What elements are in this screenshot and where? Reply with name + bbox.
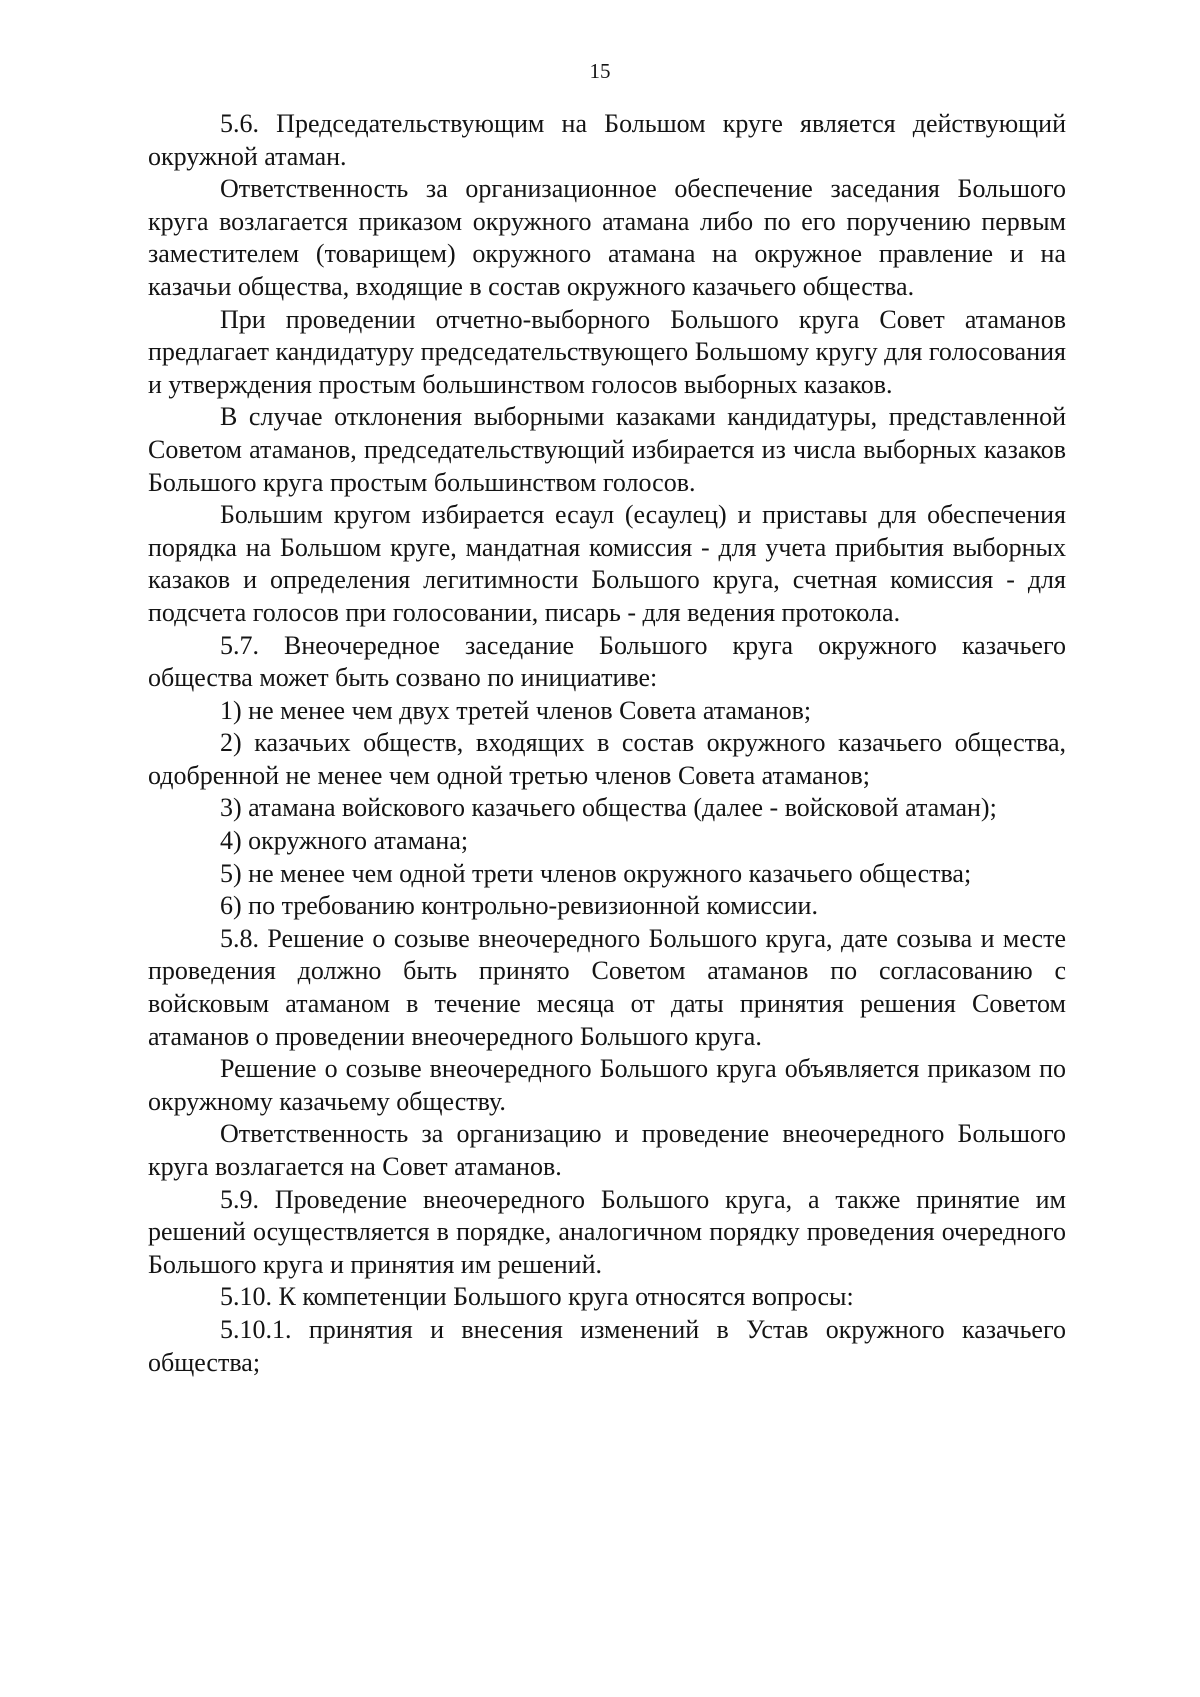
paragraph-5-10: 5.10. К компетенции Большого круга относятся вопросы:	[220, 1282, 854, 1312]
paragraph-convocation-order: Решение о созыве внеочередного Большого круга объявляется приказом по окружному казачьему обществу.	[148, 1054, 1066, 1116]
page-number: 15	[589, 59, 611, 83]
list-item-6: 6) по требованию контрольно-ревизионной комиссии.	[220, 891, 818, 921]
paragraph-chair-candidacy: При проведении отчетно-выборного Большого круга Совет атаманов предлагает кандидатуру председательствующего Большому кругу для голосования и утверждения простым большинством голосов выборных казаков.	[148, 304, 1066, 399]
paragraph-candidacy-rejection: В случае отклонения выборными казаками кандидатуры, представленной Советом атаманов, председательствующий избирается из числа выборных казаков Большого круга простым большинством голосов.	[148, 402, 1066, 497]
paragraph-elected-officers: Большим кругом избирается есаул (есаулец) и приставы для обеспечения порядка на Большом круге, мандатная комиссия - для учета прибытия выборных казаков и определения легитимности Большого круга, счетная комиссия - для подсчета голосов при голосовании, писарь - для ведения протокола.	[148, 500, 1066, 627]
paragraph-5-7: 5.7. Внеочередное заседание Большого круга окружного казачьего общества может быть созвано по инициативе:	[148, 630, 1066, 693]
list-item-2: 2) казачьих обществ, входящих в состав окружного казачьего общества, одобренной не менее чем одной третью членов Совета атаманов;	[148, 728, 1066, 790]
paragraph-organization-responsibility: Ответственность за организационное обеспечение заседания Большого круга возлагается приказом окружного атамана либо по его поручению первым заместителем (товарищем) окружного атамана на окружное правление и на казачьи общества, входящие в состав окружного казачьего общества.	[148, 174, 1066, 301]
paragraph-5-8: 5.8. Решение о созыве внеочередного Большого круга, дате созыва и месте проведения должно быть принято Советом атаманов по согласованию с войсковым атаманом в течение месяца от даты принятия решения Советом атаманов о проведении внеочередного Большого круга.	[148, 923, 1066, 1051]
paragraph-extraordinary-responsibility: Ответственность за организацию и проведение внеочередного Большого круга возлагается на Совет атаманов.	[148, 1119, 1066, 1181]
list-item-4: 4) окружного атамана;	[220, 826, 469, 856]
paragraph-5-6: 5.6. Председательствующим на Большом круге является действующий окружной атаман.	[148, 109, 1066, 171]
paragraph-5-10-1: 5.10.1. принятия и внесения изменений в Устав окружного казачьего общества;	[148, 1314, 1066, 1377]
document-body	[148, 108, 1066, 1379]
list-item-1: 1) не менее чем двух третей членов Совета атаманов;	[220, 695, 812, 725]
list-item-5: 5) не менее чем одной трети членов окружного казачьего общества;	[220, 858, 972, 888]
list-item-3: 3) атамана войскового казачьего общества (далее - войсковой атаман);	[220, 793, 997, 823]
paragraph-5-9: 5.9. Проведение внеочередного Большого круга, а также принятие им решений осуществляется в порядке, аналогичном порядку проведения очередного Большого круга и принятия им решений.	[148, 1184, 1066, 1279]
